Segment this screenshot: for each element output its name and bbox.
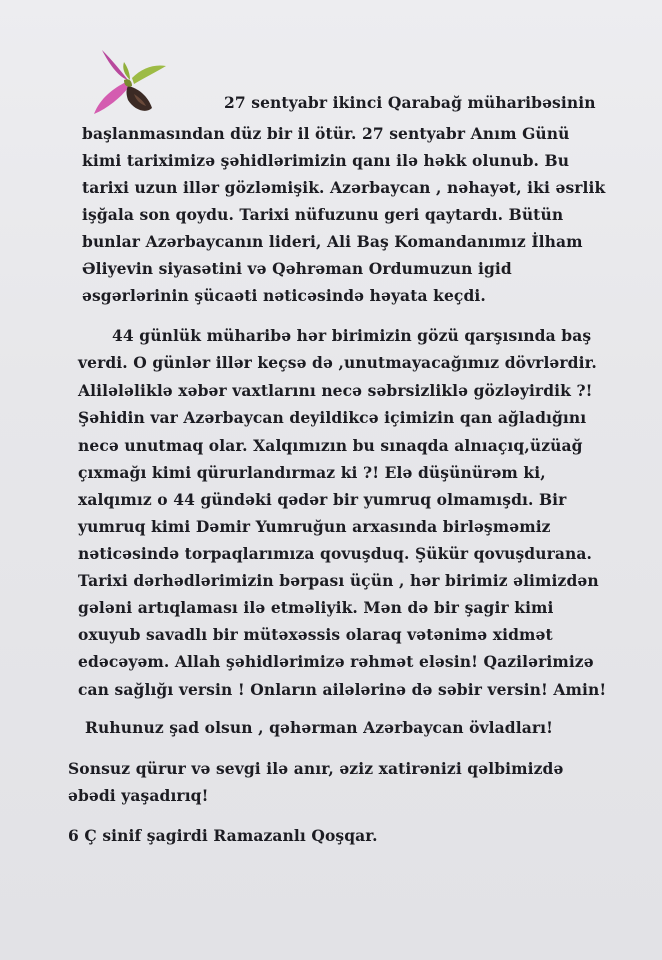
text-line: edəcəyəm. Allah şəhidlərimizə rəhmət eləsin! Qazilərimizə xyxy=(78,652,594,671)
text-line: 27 sentyabr ikinci Qarabağ müharibəsinin xyxy=(224,93,596,112)
text-line: xalqımız o 44 gündəki qədər bir yumruq olmamışdı. Bir xyxy=(78,490,567,509)
text-line: əsgərlərinin şücaəti nəticəsində həyata keçdi. xyxy=(82,286,486,305)
text-line: necə unutmaq olar. Xalqımızın bu sınaqda alnıaçıq,üzüağ xyxy=(78,436,583,455)
text-line: Şəhidin var Azərbaycan deyildikcə içimizin qan ağladığını xyxy=(78,408,587,427)
orchid-flower-icon xyxy=(88,44,176,124)
text-line: Sonsuz qürur və sevgi ilə anır, əziz xatirənizi qəlbimizdə xyxy=(68,759,564,778)
text-line: gələni artıqlaması ilə etməliyik. Mən də bir şagir kimi xyxy=(78,598,554,617)
text-line: 44 günlük müharibə hər birimizin gözü qarşısında baş xyxy=(112,326,592,345)
text-line: çıxmağı kimi qürurlandırmaz ki ?! Elə düşünürəm ki, xyxy=(78,463,546,482)
text-line: oxuyub savadlı bir mütəxəssis olaraq vətənimə xidmət xyxy=(78,625,553,644)
text-line: əbədi yaşadırıq! xyxy=(68,786,209,805)
text-line: yumruq kimi Dəmir Yumruğun arxasında birləşməmiz xyxy=(78,517,551,536)
text-line: kimi tariximizə şəhidlərimizin qanı ilə həkk olunub. Bu xyxy=(82,151,570,170)
text-line: başlanmasından düz bir il ötür. 27 sentyabr Anım Günü xyxy=(82,124,570,143)
text-line: verdi. O günlər illər keçsə də ,unutmayacağımız dövrlərdir. xyxy=(78,353,597,372)
text-line: işğala son qoydu. Tarixi nüfuzunu geri qaytardı. Bütün xyxy=(82,205,564,224)
text-line: Əliyevin siyasətini və Qəhrəman Ordumuzun igid xyxy=(82,259,512,278)
text-line: tarixi uzun illər gözləmişik. Azərbaycan , nəhayət, iki əsrlik xyxy=(82,178,606,197)
text-line: bunlar Azərbaycanın lideri, Ali Baş Komandanımız İlham xyxy=(82,232,583,251)
signature-line: 6 Ç sinif şagirdi Ramazanlı Qoşqar. xyxy=(68,826,378,845)
text-line: can sağlığı versin ! Onların ailələrinə də səbir versin! Amin! xyxy=(78,680,607,699)
text-line: Tarixi dərhədlərimizin bərpası üçün , hər birimiz əlimizdən xyxy=(78,571,599,590)
text-line: Alilələliklə xəbər vaxtlarını necə səbrsizliklə gözləyirdik ?! xyxy=(78,381,593,400)
text-line: nəticəsində torpaqlarımıza qovuşduq. Şükür qovuşdurana. xyxy=(78,544,593,563)
text-line: Ruhunuz şad olsun , qəhərman Azərbaycan övladları! xyxy=(85,718,554,737)
